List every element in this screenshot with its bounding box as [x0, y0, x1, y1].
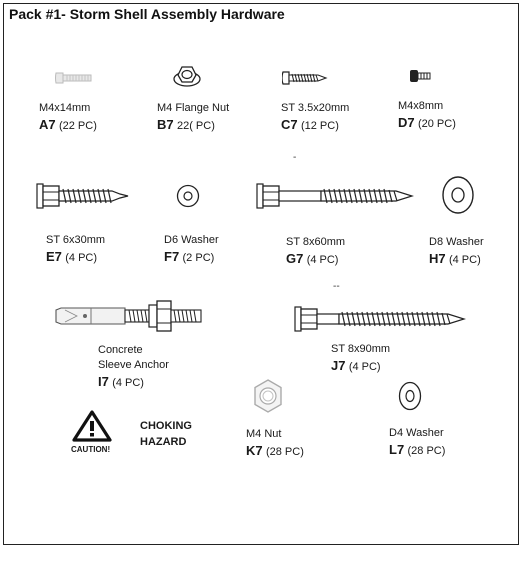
part-qty-a7: (22 PC)	[58, 120, 97, 132]
part-code-label-h7: H7	[429, 251, 446, 266]
page-title: Pack #1- Storm Shell Assembly Hardware	[9, 6, 285, 22]
part-qty-l7: (28 PC)	[407, 445, 446, 457]
part-code-label-f7: F7	[164, 249, 180, 264]
part-qty-h7: (4 PC)	[448, 254, 481, 266]
warning-triangle-icon	[72, 410, 112, 442]
part-code-b7	[157, 117, 215, 132]
part-code-label-c7: C7	[281, 117, 298, 132]
part-code-i7	[98, 374, 144, 389]
washer-f7-icon	[176, 184, 200, 208]
part-qty-i7: (4 PC)	[112, 377, 144, 389]
dash-mark-2: --	[333, 281, 340, 292]
part-name-l7: D4 Washer	[389, 427, 444, 439]
part-name-a7: M4x14mm	[39, 102, 91, 114]
part-name-h7: D8 Washer	[429, 236, 484, 248]
part-qty-c7: (12 PC)	[300, 120, 339, 132]
part-code-label-g7: G7	[286, 251, 304, 266]
lag-screw-j7-icon	[294, 304, 466, 334]
part-code-d7	[398, 115, 456, 130]
part-name-i7-line1: Concrete	[98, 344, 143, 356]
part-name-j7: ST 8x90mm	[331, 343, 391, 355]
part-code-g7	[286, 251, 338, 266]
self-tapping-screw-c7-icon	[282, 70, 328, 86]
flange-nut-b7-icon	[173, 62, 201, 88]
part-qty-f7: (2 PC)	[182, 252, 215, 264]
part-qty-b7: 22( PC)	[176, 120, 215, 132]
part-name-e7: ST 6x30mm	[46, 234, 106, 246]
part-code-h7	[429, 251, 481, 266]
dash-mark: -	[293, 152, 297, 163]
part-code-label-l7: L7	[389, 442, 405, 457]
hex-nut-k7-icon	[252, 378, 284, 414]
part-code-a7	[39, 117, 97, 132]
choking-label: CHOKING	[140, 420, 192, 432]
part-code-e7	[46, 249, 97, 264]
machine-screw-a7-icon	[55, 70, 95, 86]
part-code-l7	[389, 442, 445, 457]
hazard-label: HAZARD	[140, 436, 187, 448]
part-name-i7-line2: Sleeve Anchor	[98, 359, 169, 371]
part-code-label-j7: J7	[331, 358, 346, 373]
caution-label: CAUTION!	[71, 445, 111, 454]
part-code-label-e7: E7	[46, 249, 62, 264]
machine-screw-d7-icon	[409, 68, 433, 84]
part-code-f7	[164, 249, 214, 264]
part-name-b7: M4 Flange Nut	[157, 102, 230, 114]
part-code-label-b7: B7	[157, 117, 174, 132]
part-qty-k7: (28 PC)	[265, 446, 304, 458]
hex-drill-screw-e7-icon	[36, 180, 132, 212]
part-name-g7: ST 8x60mm	[286, 236, 346, 248]
part-code-label-d7: D7	[398, 115, 415, 130]
part-code-label-k7: K7	[246, 443, 263, 458]
part-qty-j7: (4 PC)	[348, 361, 381, 373]
part-code-c7	[281, 117, 339, 132]
part-code-label-i7: I7	[98, 374, 109, 389]
lag-screw-g7-icon	[256, 181, 414, 211]
part-name-d7: M4x8mm	[398, 100, 444, 112]
part-qty-d7: (20 PC)	[417, 118, 456, 130]
part-name-k7: M4 Nut	[246, 428, 282, 440]
sleeve-anchor-i7-icon	[55, 298, 203, 334]
part-name-f7: D6 Washer	[164, 234, 219, 246]
washer-h7-icon	[441, 175, 475, 215]
part-name-c7: ST 3.5x20mm	[281, 102, 350, 114]
part-qty-e7: (4 PC)	[65, 252, 98, 264]
washer-l7-icon	[398, 381, 422, 411]
part-code-label-a7: A7	[39, 117, 56, 132]
part-code-k7	[246, 443, 304, 458]
part-code-j7	[331, 358, 381, 373]
part-qty-g7: (4 PC)	[306, 254, 339, 266]
